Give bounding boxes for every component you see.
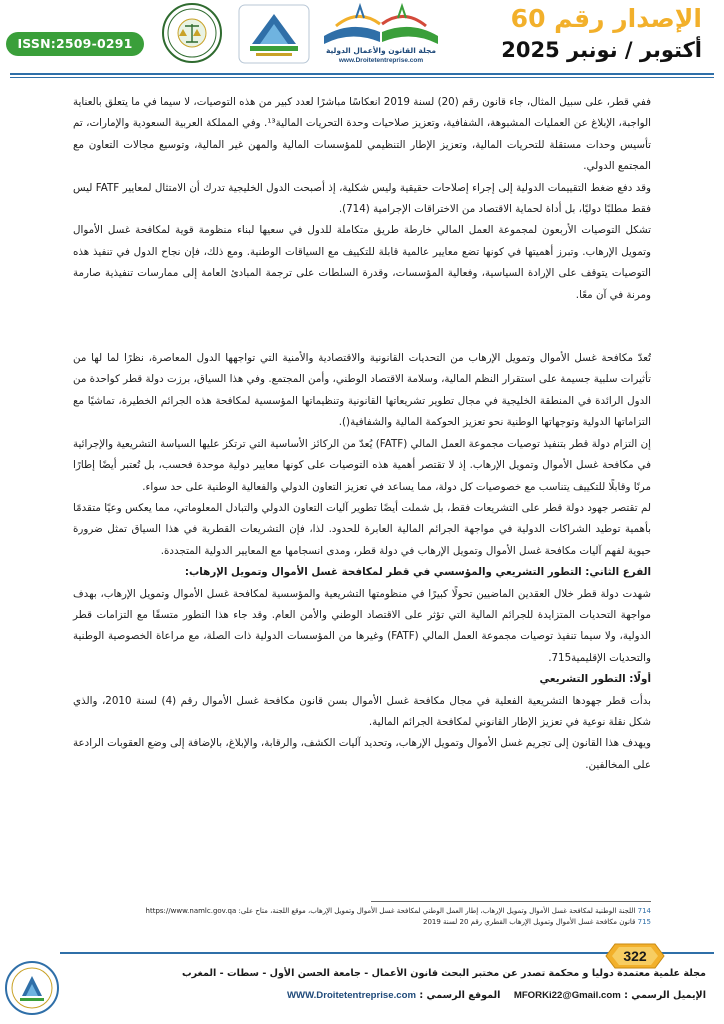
header-rule — [10, 73, 714, 75]
footnote-text: اللجنة الوطنية لمكافحة غسل الأموال وتمويل الإرهاب، إطار العمل الوطني لمكافحة غسل الأموال وتمويل الإرهاب، موقع اللجنة، متاح على: https://www.namlc.gov.qa — [145, 907, 636, 915]
page-number-badge — [605, 943, 665, 969]
university-logo — [238, 4, 310, 64]
footnote-rule — [371, 901, 651, 902]
journal-site[interactable]: www.Droitetentreprise.com — [338, 57, 424, 64]
page-number: 322 — [623, 948, 647, 964]
footnotes — [73, 906, 651, 928]
university-logo-icon — [238, 4, 310, 64]
paragraph: تشكل التوصيات الأربعون لمجموعة العمل المالي خارطة طريق متكاملة للدول في سعيها لبناء منظومة قوية لمكافحة غسل الأموال وتمويل الإرهاب. وتبرز أهميتها في كونها تضع معايير عالمية قابلة للتكييف مع السياقات الوطنية. ومع ذلك، فإن نجاح الدول في تنفيذ هذه التوصيات يتوقف على الإرادة السياسية، وفعالية المؤسسات، وقدرة السلطات على ترجمة المبادئ العامة إلى ممارسات تنفيذية صارمة ومرنة في آن معًا. — [73, 224, 651, 301]
footnote-number[interactable]: 715 — [637, 918, 651, 926]
issn-badge: ISSN:2509-0291 — [6, 32, 144, 56]
paragraph: ويهدف هذا القانون إلى تجريم غسل الأموال وتمويل الإرهاب، وتحديد آليات الكشف، والرقابة، والإبلاغ، بالإضافة إلى وضع العقوبات الرادعة على المخالفين. — [73, 737, 651, 771]
footer-seal-logo — [4, 958, 60, 1018]
book-logo-icon — [316, 2, 446, 46]
paragraph: إن التزام دولة قطر بتنفيذ توصيات مجموعة العمل المالي (FATF) يُعدّ من الركائز الأساسية التي ترتكز عليها السياسة التشريعية والإجرائية في مكافحة غسل الأموال وتمويل الإرهاب. إذ لا تقتصر أهمية هذه التوصيات على كونها معايير دولية موحدة فحسب، بل تُعتبر أيضًا إطارًا مرنًا وقابلًا للتكييف يتناسب مع خصوصيات كل دولة، مما يساعد في تعزيز التعاون الدولي والفعالية الوطنية على حد سواء. — [73, 437, 651, 493]
footnote-714 — [73, 906, 651, 917]
section-heading: الفرع الثاني: التطور التشريعي والمؤسسي في قطر لمكافحة غسل الأموال وتمويل الإرهاب: — [184, 566, 651, 579]
site-link[interactable]: WWW.Droitetentreprise.com — [286, 990, 416, 1001]
email-link[interactable]: MFORKi22@Gmail.com — [513, 990, 621, 1001]
paragraph: تُعدّ مكافحة غسل الأموال وتمويل الإرهاب من التحديات القانونية والاقتصادية والأمنية التي تواجهها الدول المعاصرة، نظرًا لما لها من تأثيرات سلبية جسيمة على استقرار النظم المالية، وسلامة الاقتصاد الوطني، وأمن المجتمع. وفي هذا السياق، برزت دولة قطر كواحدة من الدول الرائدة في المنطقة الخليجية في مجال تطوير تشريعاتها القانونية وتنظيماتها المؤسسية لمكافحة هذه الجرائم الخطيرة، تماشيًا مع التزاماتها الدولية وتوجهاتها الوطنية نحو تعزيز الحوكمة المالية والشفافية(). — [73, 352, 651, 429]
paragraph: بدأت قطر جهودها التشريعية الفعلية في مجال مكافحة غسل الأموال بسن قانون مكافحة غسل الأموال رقم (4) لسنة 2010، والذي شكل نقلة نوعية في تعزيز الإطار القانوني لمكافحة الجرائم المالية. — [73, 694, 651, 728]
email-label: الإيميل الرسمي : — [624, 990, 706, 1001]
lab-seal-logo — [152, 2, 232, 64]
footnote-text: قانون مكافحة غسل الأموال وتمويل الإرهاب القطري رقم 20 لسنة 2019 — [422, 918, 636, 926]
footer-journal-info: مجلة علمية معتمدة دوليا و محكمة تصدر عن مختبر البحث قانون الأعمال - جامعة الحسن الأول - سطات - المغرب — [181, 968, 706, 979]
issue-date: أكتوبر / نونبر 2025 — [501, 38, 702, 62]
journal-logo — [316, 2, 446, 66]
journal-name: مجلة القانون والأعمال الدولية — [325, 46, 437, 55]
paragraph: وقد دفع ضغط التقييمات الدولية إلى إجراء إصلاحات حقيقية وليس شكلية، إذ أصبحت الدول الخليجية تدرك أن الامتثال لمعايير FATF ليس فقط مطلبًا دوليًا، بل أداة لحماية الاقتصاد من الاختراقات الإجرامية (714). — [73, 181, 651, 216]
footnote-715 — [73, 917, 651, 928]
header-rule-thin — [10, 77, 714, 78]
issue-title: الإصدار رقم 60 — [510, 4, 702, 33]
article-body — [73, 92, 651, 776]
footer-seal-icon — [4, 958, 60, 1018]
footer-contact — [66, 990, 706, 1001]
site-label: الموقع الرسمي : — [419, 990, 501, 1001]
paragraph: ففي قطر، على سبيل المثال، جاء قانون رقم (20) لسنة 2019 انعكاسًا مباشرًا لعدد كبير من هذه التوصيات، لا سيما في ما يتعلق بالعناية الواجبة، الإبلاغ عن العمليات المشبوهة، الشفافية، وتعزيز صلاحيات وحدة التحريات المالية¹³. وفي المملكة العربية السعودية والإمارات، تم تأسيس وحدات مستقلة للتحريات المالية، وتعزيز الإطار التنظيمي للمؤسسات المالية والمهن غير المالية، وتوسيع مجالات التعاون مع المجتمع الدولي. — [73, 96, 652, 173]
subsection-heading: أولًا: التطور التشريعي — [539, 673, 651, 686]
lab-seal-icon — [152, 2, 232, 64]
paragraph: شهدت دولة قطر خلال العقدين الماضيين تحولًا كبيرًا في منظومتها التشريعية والمؤسسية لمكافحة غسل الأموال وتمويل الإرهاب، بهدف مواجهة التحديات المتزايدة للجرائم المالية التي تؤثر على الاقتصاد الوطني والأمن العام. وقد جاء هذا التطور متسقًا مع التزامات قطر الدولية، ولا سيما تنفيذ توصيات مجموعة العمل المالي (FATF) وغيرها من المؤسسات الدولية ذات الصلة، مع مراعاة الخصوصية الوطنية والتحديات الإقليمية715. — [73, 587, 651, 664]
paragraph: لم تقتصر جهود دولة قطر على التشريعات فقط، بل شملت أيضًا تطوير آليات التعاون الدولي والتبادل المعلوماتي، مما يعكس وعيًا متقدمًا بأهمية توطيد الشراكات الدولية في مواجهة الجرائم المالية العابرة للحدود. لذا، فإن التشريعات القطرية في هذا السياق تمثل ضرورة حيوية لفهم آليات مكافحة غسل الأموال وتمويل الإرهاب في دولة قطر، ومدى انسجامها مع المعايير الدولية المتجددة. — [73, 501, 651, 557]
footnote-number[interactable]: 714 — [637, 907, 651, 915]
